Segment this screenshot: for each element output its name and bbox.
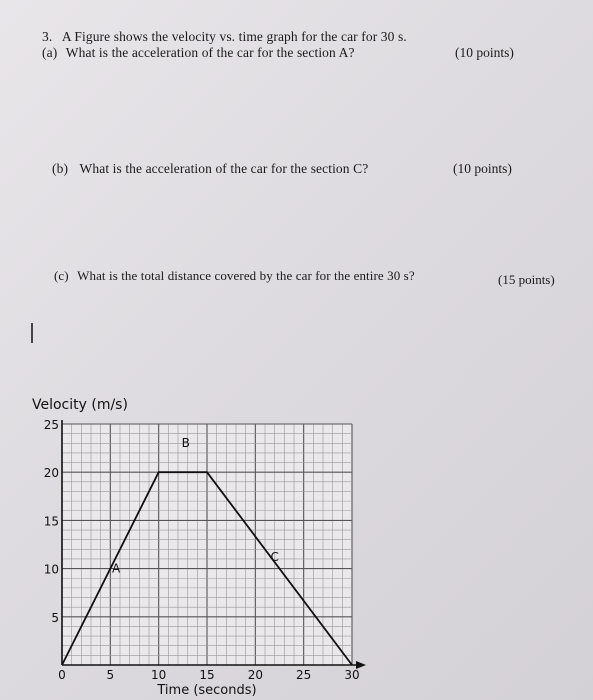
x-tick-label: 0	[58, 668, 66, 682]
x-tick-label: 25	[296, 668, 312, 682]
x-tick-label: 5	[106, 668, 115, 682]
question-part-b	[52, 161, 368, 177]
part-b-text: What is the acceleration of the car for the section C?	[79, 161, 369, 176]
part-a-points: (10 points)	[455, 45, 514, 60]
part-c-points: (15 points)	[498, 272, 555, 287]
x-tick-label: 20	[247, 668, 263, 682]
margin-mark	[31, 323, 33, 343]
question-number: 3.	[42, 29, 53, 44]
y-tick-label: 20	[43, 466, 59, 481]
question-intro-line	[42, 29, 407, 45]
section-label-b: B	[181, 436, 190, 451]
y-tick-label: 10	[43, 562, 59, 577]
x-tick-label: 30	[344, 668, 360, 682]
part-c-text: What is the total distance covered by the car for the entire 30 s?	[77, 268, 415, 283]
y-axis-label: Velocity (m/s)	[32, 397, 128, 413]
y-tick-label: 5	[51, 610, 59, 625]
chart-grid	[62, 424, 352, 665]
question-part-c	[54, 268, 415, 284]
velocity-time-chart	[0, 380, 593, 700]
part-a-label: (a)	[42, 45, 58, 60]
part-b-label: (b)	[52, 161, 69, 176]
question-intro: A Figure shows the velocity vs. time graph for the car for 30 s.	[61, 29, 407, 44]
x-tick-label: 10	[151, 668, 167, 682]
x-tick-label: 15	[199, 668, 215, 682]
y-tick-label: 15	[43, 514, 59, 529]
question-part-a	[42, 45, 355, 61]
part-c-label: (c)	[54, 268, 69, 283]
section-label-c: C	[270, 549, 279, 564]
part-b-points: (10 points)	[453, 161, 512, 176]
part-a-text: What is the acceleration of the car for the section A?	[65, 45, 355, 60]
y-tick-label: 25	[43, 418, 59, 432]
x-axis-label: Time (seconds)	[157, 683, 257, 698]
section-label-a: A	[112, 561, 121, 576]
